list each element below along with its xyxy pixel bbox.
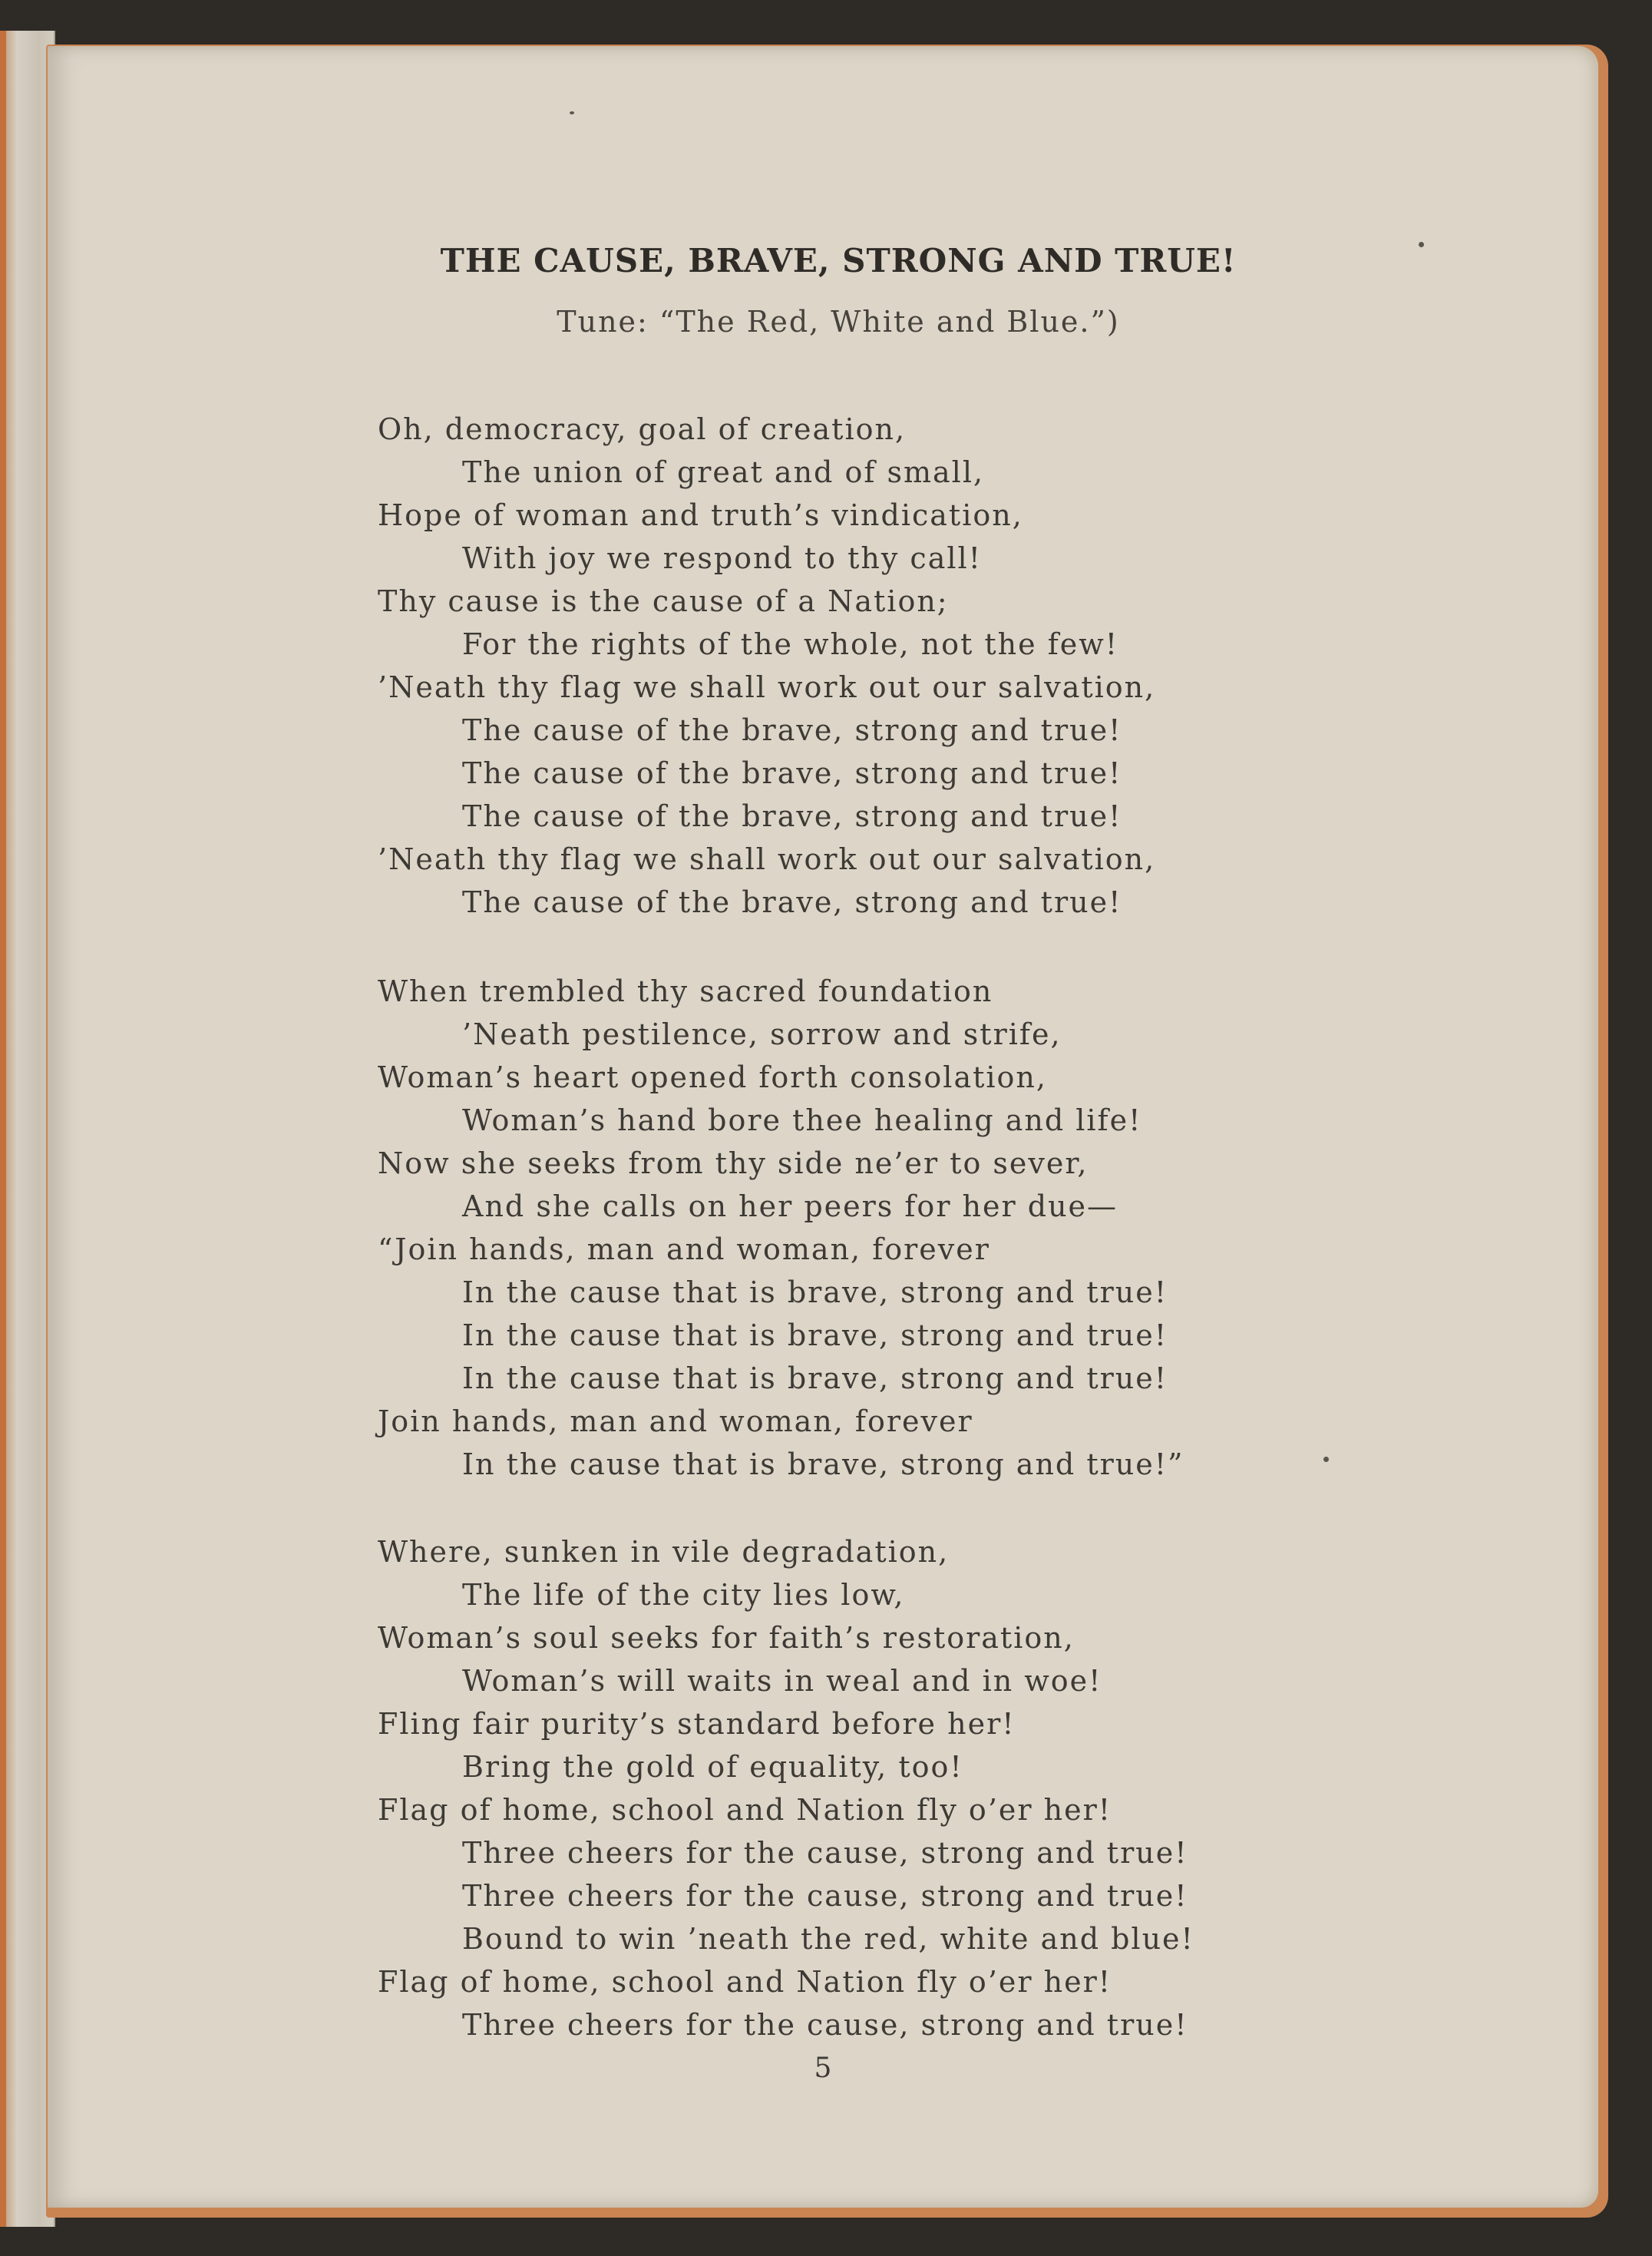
verse-line: Bound to win ’neath the red, white and blue! <box>462 1922 1194 1956</box>
verse-line: Three cheers for the cause, strong and true! <box>462 1836 1188 1870</box>
verse-line: In the cause that is brave, strong and true! <box>462 1318 1168 1352</box>
page-number: 5 <box>814 2053 832 2084</box>
verse-line: Woman’s soul seeks for faith’s restoration, <box>378 1621 1075 1655</box>
verse-line: Hope of woman and truth’s vindication, <box>378 498 1023 532</box>
verse-line: In the cause that is brave, strong and true! <box>462 1361 1168 1395</box>
page-speck <box>1419 242 1424 247</box>
verse-line: Thy cause is the cause of a Nation; <box>378 584 949 618</box>
song-title: THE CAUSE, BRAVE, STRONG AND TRUE! <box>440 242 1237 280</box>
verse-line: Flag of home, school and Nation fly o’er her! <box>378 1965 1112 1999</box>
stanza-3 <box>378 1530 1376 2046</box>
verse-line: ’Neath thy flag we shall work out our salvation, <box>378 670 1156 704</box>
verse-line: The cause of the brave, strong and true! <box>462 713 1122 747</box>
verse-line: In the cause that is brave, strong and true! <box>462 1275 1168 1309</box>
verse-line: Woman’s heart opened forth consolation, <box>378 1060 1047 1094</box>
verse-line: Woman’s hand bore thee healing and life! <box>462 1103 1142 1137</box>
verse-line: And she calls on her peers for her due— <box>462 1189 1118 1223</box>
verse-line: The cause of the brave, strong and true! <box>462 885 1122 919</box>
verse-line: The life of the city lies low, <box>462 1578 905 1612</box>
verse-line: The union of great and of small, <box>462 455 985 489</box>
verse-line: Three cheers for the cause, strong and true! <box>462 1879 1188 1913</box>
book-page <box>48 46 1598 2208</box>
verse-line: Now she seeks from thy side ne’er to sever, <box>378 1146 1089 1180</box>
page-speck <box>570 111 574 114</box>
verse-line: Fling fair purity’s standard before her! <box>378 1707 1016 1741</box>
verse-line: Oh, democracy, goal of creation, <box>378 412 907 446</box>
verse-line: Where, sunken in vile degradation, <box>378 1535 950 1569</box>
verse-line: ’Neath pestilence, sorrow and strife, <box>462 1017 1062 1051</box>
verse-line: Flag of home, school and Nation fly o’er her! <box>378 1793 1112 1827</box>
verse-line: Join hands, man and woman, forever <box>378 1404 973 1438</box>
verse-line: With joy we respond to thy call! <box>462 541 982 575</box>
spine-cover-edge <box>0 31 6 2227</box>
stanza-1 <box>378 408 1376 924</box>
verse-line: Bring the gold of equality, too! <box>462 1750 963 1784</box>
verse-line: In the cause that is brave, strong and true!” <box>462 1447 1184 1481</box>
verse-line: For the rights of the whole, not the few! <box>462 627 1119 661</box>
verse-line: When trembled thy sacred foundation <box>378 974 993 1008</box>
song-tune: Tune: “The Red, White and Blue.”) <box>557 305 1120 339</box>
verse-line: The cause of the brave, strong and true! <box>462 756 1122 790</box>
stanza-2 <box>378 970 1376 1486</box>
verse-line: Woman’s will waits in weal and in woe! <box>462 1664 1102 1698</box>
verse-line: “Join hands, man and woman, forever <box>378 1232 990 1266</box>
verse-line: Three cheers for the cause, strong and true! <box>462 2008 1188 2042</box>
verse-line: ’Neath thy flag we shall work out our salvation, <box>378 842 1156 876</box>
verse-line: The cause of the brave, strong and true! <box>462 799 1122 833</box>
